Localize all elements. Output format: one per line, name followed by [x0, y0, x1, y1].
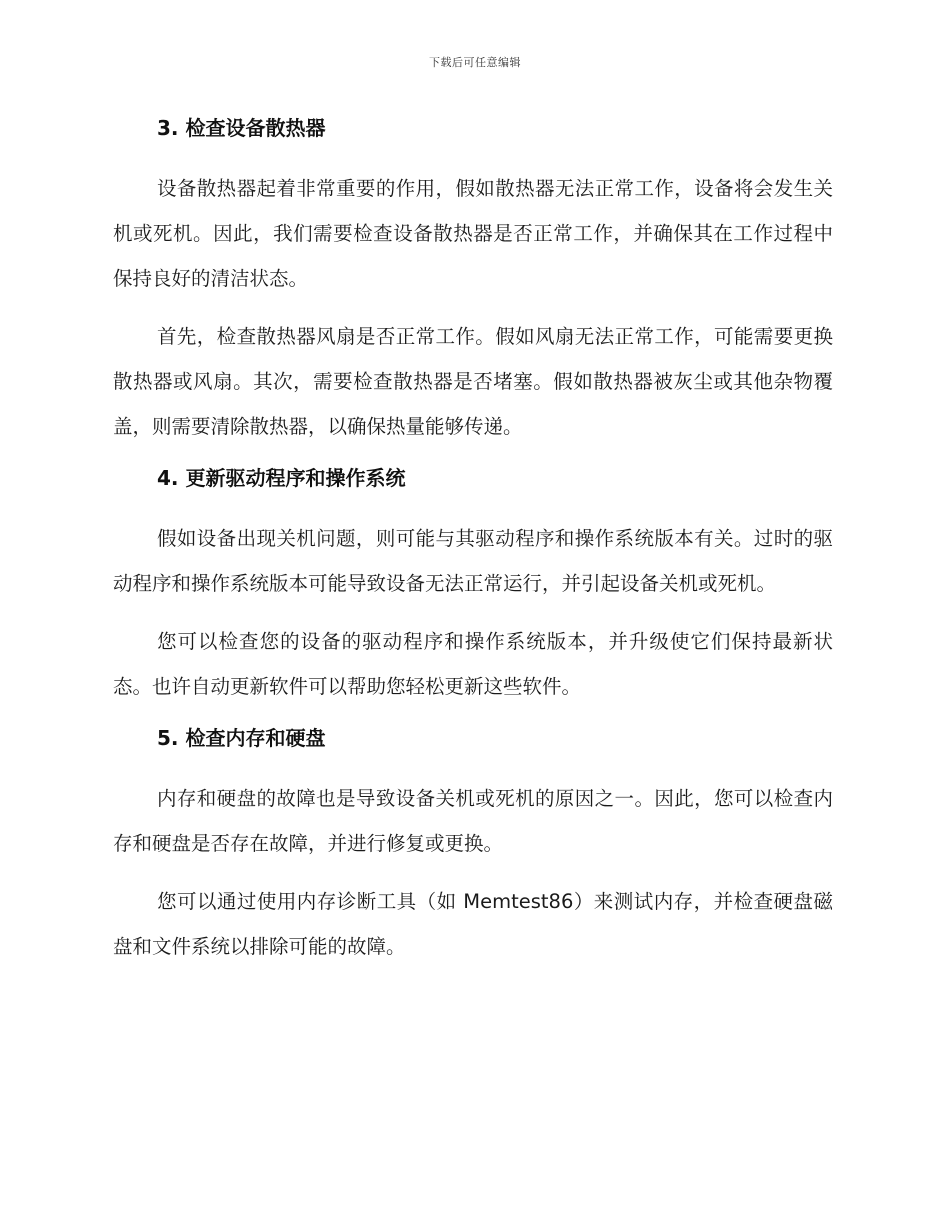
section-heading: 5. 检查内存和硬盘 [157, 726, 326, 750]
paragraph: 首先，检查散热器风扇是否正常工作。假如风扇无法正常工作，可能需要更换散热器或风扇。其次，需要检查散热器是否堵塞。假如散热器被灰尘或其他杂物覆盖，则需要清除散热器，以确保热量能够传递。 [113, 325, 833, 438]
paragraph: 设备散热器起着非常重要的作用，假如散热器无法正常工作，设备将会发生关机或死机。因此，我们需要检查设备散热器是否正常工作，并确保其在工作过程中保持良好的清洁状态。 [113, 177, 833, 290]
section-heading: 4. 更新驱动程序和操作系统 [157, 466, 406, 490]
page-header: 下载后可任意编辑 [429, 56, 521, 69]
paragraph: 内存和硬盘的故障也是导致设备关机或死机的原因之一。因此，您可以检查内存和硬盘是否存在故障，并进行修复或更换。 [113, 787, 833, 855]
section-heading: 3. 检查设备散热器 [157, 116, 326, 140]
section-check-heatsink [113, 112, 833, 449]
section-check-memory-disk [113, 722, 833, 969]
paragraph: 您可以通过使用内存诊断工具（如 Memtest86）来测试内存，并检查硬盘磁盘和文件系统以排除可能的故障。 [113, 890, 833, 958]
paragraph: 假如设备出现关机问题，则可能与其驱动程序和操作系统版本有关。过时的驱动程序和操作系统版本可能导致设备无法正常运行，并引起设备关机或死机。 [113, 527, 833, 595]
document-body [113, 112, 833, 982]
section-update-drivers-os [113, 462, 833, 709]
paragraph: 您可以检查您的设备的驱动程序和操作系统版本，并升级使它们保持最新状态。也许自动更新软件可以帮助您轻松更新这些软件。 [113, 630, 833, 698]
